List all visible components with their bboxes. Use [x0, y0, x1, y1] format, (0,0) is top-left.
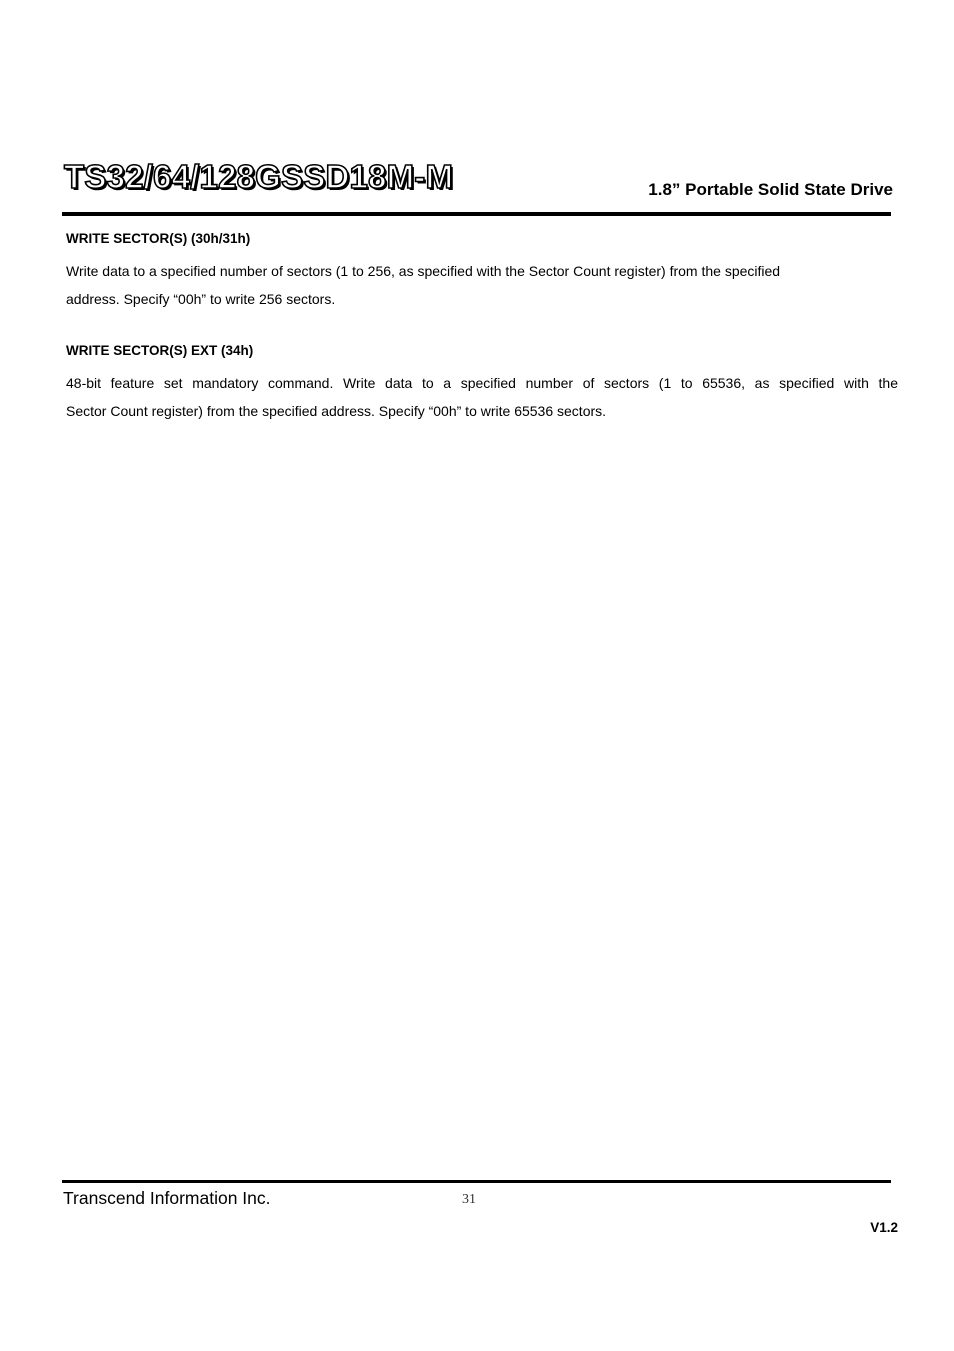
product-subtitle: 1.8” Portable Solid State Drive [648, 180, 893, 199]
page-number: 31 [462, 1192, 476, 1207]
body-line: 48-bit feature set mandatory command. Write data to a specified number of sectors (1 to 65536, as specified with the [66, 374, 898, 391]
section-heading: WRITE SECTOR(S) (30h/31h) [66, 231, 251, 246]
body-line: Sector Count register) from the specified address. Specify “00h” to write 65536 sectors. [66, 402, 607, 419]
section-write-sectors [66, 232, 898, 313]
section-body [66, 369, 898, 425]
body-line: address. Specify “00h” to write 256 sectors. [66, 290, 336, 307]
product-title: TS32/64/128GSSD18M-M [64, 158, 454, 195]
body-line: Write data to a specified number of sectors (1 to 256, as specified with the Sector Count register) from the specified [66, 262, 781, 279]
section-write-sectors-ext [66, 344, 898, 425]
footer-divider [62, 1180, 891, 1183]
section-body [66, 257, 898, 313]
document-version: V1.2 [870, 1220, 898, 1235]
footer-company: Transcend Information Inc. [63, 1188, 271, 1208]
header-divider [62, 212, 891, 216]
section-heading: WRITE SECTOR(S) EXT (34h) [66, 343, 254, 358]
